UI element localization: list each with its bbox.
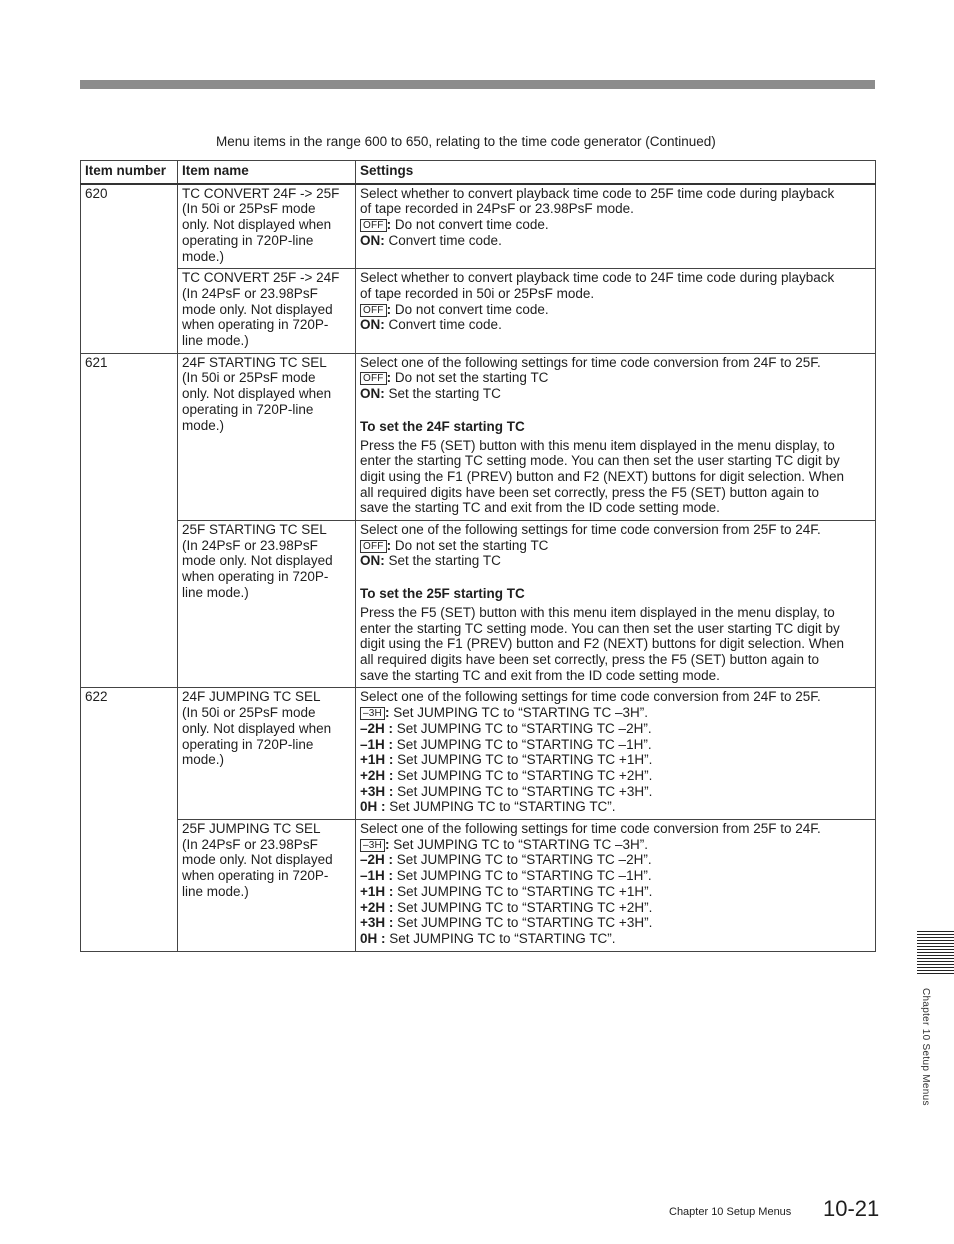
option-key: +3H : <box>360 915 394 931</box>
item-name-line: line mode.) <box>182 584 249 600</box>
setting-option <box>360 721 871 737</box>
procedure-text-line: digit using the F1 (PREV) button and F2 (NEXT) buttons for digit selection. When <box>360 468 844 484</box>
setting-option <box>360 784 871 800</box>
item-name-line: 24F JUMPING TC SEL <box>182 689 321 705</box>
item-number: 622 <box>81 688 178 951</box>
setting-option <box>360 852 871 868</box>
option-text: Set JUMPING TC to “STARTING TC +1H”. <box>397 752 653 768</box>
setting-option <box>360 317 871 333</box>
item-name <box>178 688 356 820</box>
option-colon: : <box>384 836 394 852</box>
item-name-line: operating in 720P-line <box>182 232 314 248</box>
item-name-line: mode only. Not displayed <box>182 852 333 868</box>
option-text: Set JUMPING TC to “STARTING TC –2H”. <box>396 720 652 736</box>
item-name-line: when operating in 720P- <box>182 569 329 585</box>
item-name-line: 25F JUMPING TC SEL <box>182 821 321 837</box>
option-colon: : <box>384 705 394 721</box>
option-text: Set JUMPING TC to “STARTING TC +2H”. <box>397 899 653 915</box>
option-key-boxed: –3H <box>360 839 385 852</box>
procedure-text-line: save the starting TC and exit from the ID code setting mode. <box>360 500 720 516</box>
option-key: –2H : <box>360 720 394 736</box>
option-text: Set JUMPING TC to “STARTING TC –2H”. <box>396 852 652 868</box>
option-text: Do not set the starting TC <box>394 370 549 386</box>
procedure-heading: To set the 25F starting TC <box>360 586 525 602</box>
setting-option <box>360 884 871 900</box>
settings-description-line: of tape recorded in 24PsF or 23.98PsF mode. <box>360 201 634 217</box>
option-text: Set the starting TC <box>388 386 501 402</box>
item-name-line: operating in 720P-line <box>182 736 314 752</box>
option-key: ON: <box>360 317 385 333</box>
settings-description-line: Select whether to convert playback time code to 25F time code during playback <box>360 185 835 201</box>
option-text: Convert time code. <box>388 232 502 248</box>
option-key: ON: <box>360 232 385 248</box>
setting-option <box>360 900 871 916</box>
item-name-line: line mode.) <box>182 333 249 349</box>
item-number: 620 <box>81 184 178 354</box>
setting-option <box>360 538 871 554</box>
option-text: Convert time code. <box>388 317 502 333</box>
item-name-line: (In 50i or 25PsF mode <box>182 370 316 386</box>
item-settings <box>356 521 876 688</box>
option-key: 0H : <box>360 799 386 815</box>
item-settings <box>356 353 876 520</box>
setting-option <box>360 768 871 784</box>
setting-option <box>360 705 871 721</box>
procedure-text-line: Press the F5 (SET) button with this menu item displayed in the menu display, to <box>360 604 835 620</box>
header-item-number: Item number <box>81 161 178 184</box>
item-name-line: (In 50i or 25PsF mode <box>182 705 316 721</box>
option-key: ON: <box>360 553 385 569</box>
option-text: Set JUMPING TC to “STARTING TC +3H”. <box>397 915 653 931</box>
option-key-boxed: OFF <box>360 372 387 385</box>
procedure-text-line: all required digits have been set correctly, press the F5 (SET) button again to <box>360 651 819 667</box>
option-key: –2H : <box>360 852 394 868</box>
header-rule <box>80 80 875 89</box>
item-name-line: (In 24PsF or 23.98PsF <box>182 285 318 301</box>
option-text: Set JUMPING TC to “STARTING TC +3H”. <box>397 783 653 799</box>
settings-description-line: Select one of the following settings for time code conversion from 24F to 25F. <box>360 689 821 705</box>
option-key: +3H : <box>360 783 394 799</box>
setting-option <box>360 752 871 768</box>
item-name-line: only. Not displayed when <box>182 386 332 402</box>
procedure-text-line: enter the starting TC setting mode. You can then set the user starting TC digit by <box>360 620 840 636</box>
setting-option <box>360 302 871 318</box>
settings-description-line: Select one of the following settings for time code conversion from 24F to 25F. <box>360 354 821 370</box>
option-text: Set JUMPING TC to “STARTING TC –3H”. <box>393 836 648 852</box>
setting-option <box>360 915 871 931</box>
option-key: +2H : <box>360 899 394 915</box>
option-text: Do not convert time code. <box>394 217 549 233</box>
setting-option <box>360 868 871 884</box>
option-key-boxed: –3H <box>360 707 385 720</box>
procedure-text-line: enter the starting TC setting mode. You can then set the user starting TC digit by <box>360 453 840 469</box>
option-text: Set JUMPING TC to “STARTING TC”. <box>389 799 616 815</box>
option-key-boxed: OFF <box>360 540 387 553</box>
item-settings <box>356 269 876 354</box>
table-row <box>81 820 876 952</box>
option-colon: : <box>386 370 395 386</box>
item-name <box>178 521 356 688</box>
option-colon: : <box>386 537 395 553</box>
option-key: +2H : <box>360 767 394 783</box>
item-name <box>178 269 356 354</box>
option-text: Do not set the starting TC <box>394 537 549 553</box>
item-name-line: TC CONVERT 25F -> 24F <box>182 270 340 286</box>
spacer <box>360 402 871 417</box>
item-number: 621 <box>81 353 178 688</box>
option-colon: : <box>386 301 395 317</box>
item-name-line: operating in 720P-line <box>182 401 314 417</box>
procedure-heading: To set the 24F starting TC <box>360 418 525 434</box>
item-name-line: mode only. Not displayed <box>182 301 333 317</box>
procedure-text-line: Press the F5 (SET) button with this menu item displayed in the menu display, to <box>360 437 835 453</box>
setting-option <box>360 837 871 853</box>
option-text: Do not convert time code. <box>394 301 549 317</box>
procedure-text-line: save the starting TC and exit from the ID code setting mode. <box>360 667 720 683</box>
settings-description-line: Select whether to convert playback time code to 24F time code during playback <box>360 270 835 286</box>
item-name-line: mode.) <box>182 417 225 433</box>
table-body <box>81 184 876 951</box>
item-name-line: TC CONVERT 24F -> 25F <box>182 185 340 201</box>
setting-option <box>360 370 871 386</box>
item-name-line: line mode.) <box>182 883 249 899</box>
procedure-text-line: digit using the F1 (PREV) button and F2 (NEXT) buttons for digit selection. When <box>360 636 844 652</box>
setting-option <box>360 233 871 249</box>
item-settings <box>356 688 876 820</box>
option-key: –1H : <box>360 868 394 884</box>
option-key: –1H : <box>360 736 394 752</box>
item-settings <box>356 820 876 952</box>
option-text: Set JUMPING TC to “STARTING TC –1H”. <box>396 736 652 752</box>
option-key: +1H : <box>360 883 394 899</box>
menu-items-table <box>80 160 876 952</box>
setting-option <box>360 217 871 233</box>
table-caption: Menu items in the range 600 to 650, relating to the time code generator (Continued) <box>216 134 716 149</box>
page-number: 10-21 <box>823 1196 880 1221</box>
table-row <box>81 688 876 820</box>
setting-option <box>360 799 871 815</box>
table-header-row <box>81 161 876 184</box>
option-key-boxed: OFF <box>360 304 387 317</box>
procedure-text-line: all required digits have been set correctly, press the F5 (SET) button again to <box>360 484 819 500</box>
chapter-thumb-tab <box>917 931 954 977</box>
table-row <box>81 353 876 520</box>
header-item-name: Item name <box>178 161 356 184</box>
item-name-line: when operating in 720P- <box>182 868 329 884</box>
item-name-line: (In 24PsF or 23.98PsF <box>182 836 318 852</box>
option-text: Set JUMPING TC to “STARTING TC +1H”. <box>397 883 653 899</box>
item-name-line: mode.) <box>182 248 225 264</box>
option-text: Set JUMPING TC to “STARTING TC –1H”. <box>396 868 652 884</box>
table-row <box>81 521 876 688</box>
option-colon: : <box>386 217 395 233</box>
option-text: Set the starting TC <box>388 553 501 569</box>
item-name-line: 24F STARTING TC SEL <box>182 354 327 370</box>
table-row <box>81 184 876 269</box>
item-name-line: only. Not displayed when <box>182 217 332 233</box>
settings-description-line: of tape recorded in 50i or 25PsF mode. <box>360 285 595 301</box>
header-settings: Settings <box>356 161 876 184</box>
settings-description-line: Select one of the following settings for time code conversion from 25F to 24F. <box>360 522 821 538</box>
footer-chapter-label: Chapter 10 Setup Menus <box>669 1206 792 1218</box>
item-settings <box>356 184 876 269</box>
option-text: Set JUMPING TC to “STARTING TC +2H”. <box>397 767 653 783</box>
setting-option <box>360 737 871 753</box>
side-chapter-label: Chapter 10 Setup Menus <box>920 988 931 1106</box>
option-text: Set JUMPING TC to “STARTING TC”. <box>389 930 616 946</box>
spacer <box>360 569 871 584</box>
setting-option <box>360 386 871 402</box>
item-name-line: (In 24PsF or 23.98PsF <box>182 537 318 553</box>
option-text: Set JUMPING TC to “STARTING TC –3H”. <box>393 705 648 721</box>
item-name <box>178 820 356 952</box>
item-name <box>178 353 356 520</box>
option-key: 0H : <box>360 930 386 946</box>
option-key-boxed: OFF <box>360 219 387 232</box>
item-name <box>178 184 356 269</box>
item-name-line: (In 50i or 25PsF mode <box>182 201 316 217</box>
table-row <box>81 269 876 354</box>
item-name-line: mode only. Not displayed <box>182 553 333 569</box>
item-name-line: mode.) <box>182 752 225 768</box>
item-name-line: 25F STARTING TC SEL <box>182 522 327 538</box>
setting-option <box>360 553 871 569</box>
option-key: ON: <box>360 386 385 402</box>
settings-description-line: Select one of the following settings for time code conversion from 25F to 24F. <box>360 821 821 837</box>
option-key: +1H : <box>360 752 394 768</box>
item-name-line: when operating in 720P- <box>182 317 329 333</box>
item-name-line: only. Not displayed when <box>182 720 332 736</box>
setting-option <box>360 931 871 947</box>
